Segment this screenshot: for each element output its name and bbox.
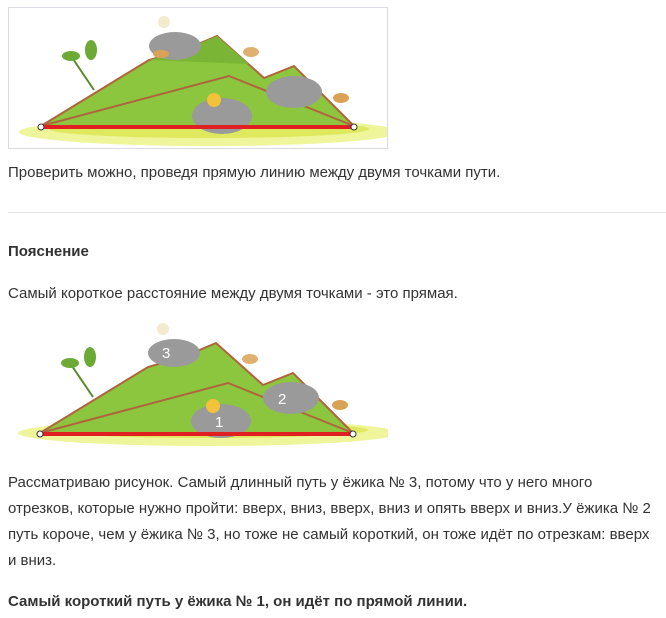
hedgehogs-on-hills-illustration: [9, 8, 387, 148]
figure-caption: Проверить можно, проведя прямую линию между двумя точками пути.: [8, 164, 501, 181]
explanation-paragraph-1: Самый короткое расстояние между двумя точками - это прямая.: [8, 285, 458, 302]
hedgehog-2: [263, 382, 319, 414]
explanation-conclusion: Самый короткий путь у ёжика № 1, он идёт по прямой линии.: [8, 593, 468, 610]
explanation-paragraph-2: Рассматриваю рисунок. Самый длинный путь у ёжика № 3, потому что у него много отрезков, которые нужно пройти: вверх, вниз, вверх, вниз и опять вверх и вниз.У ёжика № 2 путь короче, чем у ёжика № 3, но тоже не самый короткий, он тоже идёт по отрезкам: вверх и вниз.: [8, 474, 651, 569]
explanation-heading: Пояснение: [8, 243, 89, 260]
numbered-hedgehog-paths-figure: [8, 318, 388, 446]
hedgehog-paths-figure: [8, 7, 388, 149]
hedgehog-1-label: 1: [215, 414, 224, 431]
numbered-hedgehogs-on-hills-illustration: [8, 318, 388, 446]
section-divider: [8, 212, 666, 213]
hedgehog-2: [266, 76, 322, 108]
hedgehog-2-label: 2: [278, 391, 287, 408]
hedgehog-3-label: 3: [162, 345, 171, 362]
hedgehog-3: [148, 323, 200, 367]
hedgehog-3: [149, 16, 201, 60]
